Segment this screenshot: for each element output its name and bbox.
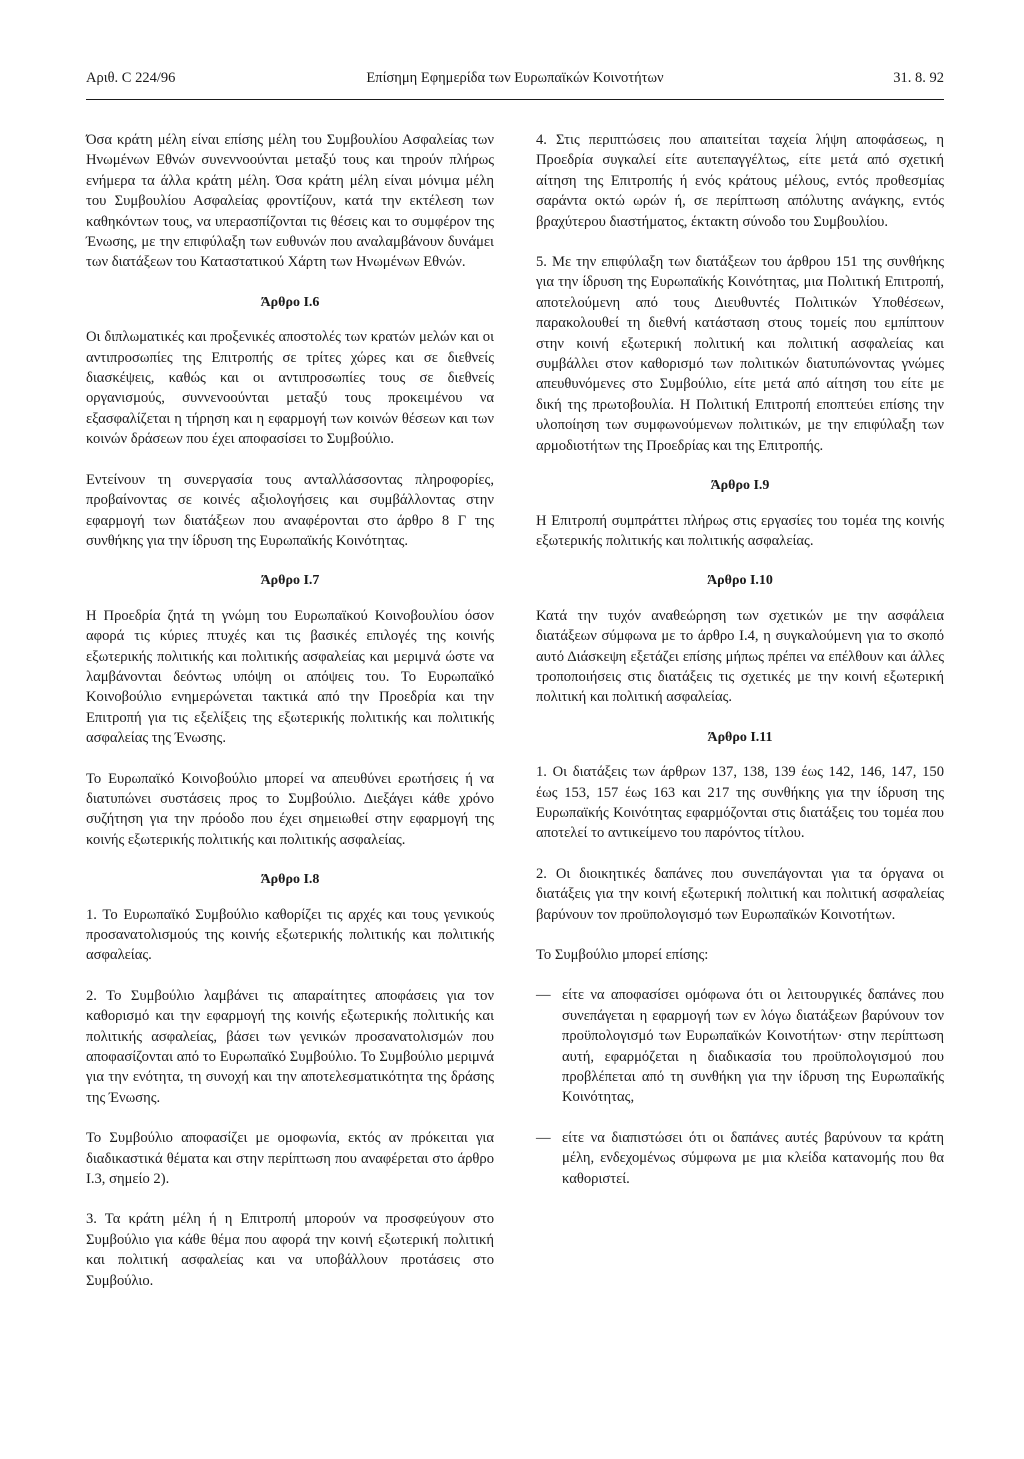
dash-marker: —	[536, 1129, 551, 1146]
paragraph: Το Συμβούλιο μπορεί επίσης:	[536, 947, 709, 963]
page-header	[86, 70, 944, 94]
paragraph: Το Συμβούλιο αποφασίζει με ομοφωνία, εκτός αν πρόκειται για διαδικαστικά θέματα και στην περίπτωση που αναφέρεται στο άρθρο Ι.3, σημείο 2).	[86, 1130, 494, 1188]
article-heading-i9: Άρθρο Ι.9	[710, 478, 770, 494]
dash-item-text: είτε να διαπιστώσει ότι οι δαπάνες αυτές βαρύνουν τα κράτη μέλη, ενδεχομένως σύμφωνα με μια κλείδα κατανομής που θα καθοριστεί.	[562, 1129, 944, 1187]
paragraph: Το Ευρωπαϊκό Κοινοβούλιο μπορεί να απευθύνει ερωτήσεις ή να διατυπώνει συστάσεις προς το Συμβούλιο. Διεξάγει κάθε χρόνο συζήτηση για την πρόοδο που έχει σημειωθεί στην εφαρμογή της κοινής εξωτερικής πολιτικής και πολιτικής ασφαλείας.	[86, 770, 494, 848]
paragraph: Η Προεδρία ζητά τη γνώμη του Ευρωπαϊκού Κοινοβουλίου όσον αφορά τις κύριες πτυχές και τις βασικές επιλογές της κοινής εξωτερικής πολιτικής και πολιτικής ασφαλείας και μεριμνά ώστε να λαμβάνονται δεόντως υπόψη οι απόψεις του. Το Ευρωπαϊκό Κοινοβούλιο ενημερώνεται τακτικά από την Προεδρία και την Επιτροπή για τις εξελίξεις της εξωτερικής πολιτικής και πολιτικής ασφαλείας της Ένωσης.	[86, 607, 494, 747]
paragraph: Όσα κράτη μέλη είναι επίσης μέλη του Συμβουλίου Ασφαλείας των Ηνωμένων Εθνών συνεννοούνται μεταξύ τους και τηρούν πλήρως ενήμερα τα άλλα κράτη μέλη. Όσα κράτη μέλη είναι μόνιμα μέλη του Συμβουλίου Ασφαλείας φροντίζουν, κατά την εκτέλεση των καθηκόντων τους, να υπερασπίζονται τις θέσεις και το συμφέρον της Ένωσης, με την επιφύλαξη των ευθυνών που αναλαμβάνουν δυνάμει των διατάξεων του Καταστατικού Χάρτη των Ηνωμένων Εθνών.	[86, 132, 494, 271]
article-heading-i8: Άρθρο Ι.8	[260, 872, 320, 888]
article-heading-i10: Άρθρο Ι.10	[707, 573, 773, 589]
paragraph: Κατά την τυχόν αναθεώρηση των σχετικών με την ασφάλεια διατάξεων σύμφωνα με το άρθρο Ι.4, η συγκαλούμενη για το σκοπό αυτό Διάσκεψη εξετάζει επίσης μήπως πρέπει να επέλθουν και άλλες τροποποιήσεις στις διατάξεις τις σχετικές με την κοινή εξωτερική πολιτική και πολιτική ασφαλείας.	[536, 607, 944, 706]
dash-marker: —	[536, 987, 551, 1004]
paragraph: 2. Οι διοικητικές δαπάνες που συνεπάγονται για τα όργανα οι διατάξεις για την κοινή εξωτερική πολιτική και πολιτική ασφαλείας βαρύνουν τον προϋπολογισμό των Ευρωπαϊκών Κοινοτήτων.	[536, 865, 944, 923]
paragraph: 4. Στις περιπτώσεις που απαιτείται ταχεία λήψη αποφάσεως, η Προεδρία συγκαλεί είτε αυτεπαγγέλτως, είτε μετά από σχετική αίτηση της Επιτροπής ή ενός κράτους μέλους, εντός προθεσμίας σαράντα οκτώ ωρών ή, σε περίπτωση απόλυτης ανάγκης, εντός βραχύτερου διαστήματος, έκτακτη σύνοδο του Συμβουλίου.	[536, 132, 944, 230]
right-column	[536, 130, 944, 1209]
article-heading-i6: Άρθρο Ι.6	[260, 294, 320, 310]
paragraph: Η Επιτροπή συμπράττει πλήρως στις εργασίες του τομέα της κοινής εξωτερικής πολιτικής και πολιτικής ασφαλείας.	[536, 512, 944, 549]
paragraph: 5. Με την επιφύλαξη των διατάξεων του άρθρου 151 της συνθήκης για την ίδρυση της Ευρωπαϊκής Κοινότητας, μια Πολιτική Επιτροπή, αποτελούμενη από τους Διευθυντές Πολιτικών Υποθέσεων, παρακολουθεί τη διεθνή κατάσταση στους τομείς που εμπίπτουν στην κοινή εξωτερική πολιτική και πολιτική ασφαλείας και συμβάλλει στον καθορισμό των πολιτικών διατυπώνοντας γνώμες απευθυνόμενες στο Συμβούλιο, είτε μετά από αίτηση του είτε με δική της πρωτοβουλία. Η Πολιτική Επιτροπή εποπτεύει επίσης την υλοποίηση των συμφωνούμενων πολιτικών, με την επιφύλαξη των αρμοδιοτήτων της Προεδρίας και της Επιτροπής.	[536, 254, 944, 454]
paragraph: 2. Το Συμβούλιο λαμβάνει τις απαραίτητες αποφάσεις για τον καθορισμό και την εφαρμογή της κοινής εξωτερικής πολιτικής και πολιτικής ασφαλείας, βάσει των γενικών προσανατολισμών που αποφασίζονται από το Ευρωπαϊκό Συμβούλιο. Το Συμβούλιο μεριμνά για την ενότητα, τη συνοχή και την αποτελεσματικότητα της δράσης της Ένωσης.	[86, 987, 494, 1106]
dash-item-text: είτε να αποφασίσει ομόφωνα ότι οι λειτουργικές δαπάνες που συνεπάγεται η εφαρμογή των εν λόγω διατάξεων βαρύνουν τον προϋπολογισμό των Ευρωπαϊκών Κοινοτήτων· στην περίπτωση αυτή, εφαρμόζεται η διαδικασία του προϋπολογισμού που προβλέπεται από τη συνθήκη για την ίδρυση της Ευρωπαϊκής Κοινότητας,	[562, 987, 944, 1106]
paragraph: 1. Οι διατάξεις των άρθρων 137, 138, 139 έως 142, 146, 147, 150 έως 153, 157 έως 163 και 217 της συνθήκης για την ίδρυση της Ευρωπαϊκής Κοινότητας εφαρμόζονται στις διατάξεις του τομέα που αποτελεί το αντικείμενο του παρόντος τίτλου.	[536, 764, 944, 842]
article-heading-i7: Άρθρο Ι.7	[260, 573, 320, 589]
publication-date: 31. 8. 92	[893, 70, 944, 86]
dash-list-item	[536, 1128, 944, 1189]
journal-title: Επίσημη Εφημερίδα των Ευρωπαϊκών Κοινοτήτων	[366, 70, 664, 86]
dash-list-item	[536, 985, 944, 1107]
left-column	[86, 130, 494, 1311]
header-rule	[86, 99, 944, 100]
paragraph: Εντείνουν τη συνεργασία τους ανταλλάσσοντας πληροφορίες, προβαίνοντας σε κοινές αξιολογήσεις και συμβάλλοντας στην εφαρμογή των διατάξεων που αναφέρονται στο άρθρο 8 Γ της συνθήκης για την ίδρυση της Ευρωπαϊκής Κοινότητας.	[86, 471, 494, 549]
paragraph: Οι διπλωματικές και προξενικές αποστολές των κρατών μελών και οι αντιπροσωπίες της Επιτροπής σε τρίτες χώρες και σε διεθνείς διασκέψεις, καθώς και οι αντιπροσωπίες τους σε διεθνείς οργανισμούς, συννενοούνται μεταξύ τους προκειμένου να εξασφαλίζεται η τήρηση και η εφαρμογή των κοινών θέσεων και των κοινών δράσεων που έχει αποφασίσει το Συμβούλιο.	[86, 329, 494, 448]
paragraph: 3. Τα κράτη μέλη ή η Επιτροπή μπορούν να προσφεύγουν στο Συμβούλιο για κάθε θέμα που αφορά την κοινή εξωτερική πολιτική και πολιτική ασφαλείας και να υποβάλλουν προτάσεις στο Συμβούλιο.	[86, 1211, 494, 1289]
journal-reference: Αριθ. C 224/96	[86, 70, 176, 86]
paragraph: 1. Το Ευρωπαϊκό Συμβούλιο καθορίζει τις αρχές και τους γενικούς προσανατολισμούς της κοινής εξωτερικής πολιτικής και πολιτικής ασφαλείας.	[86, 906, 494, 964]
article-heading-i11: Άρθρο Ι.11	[707, 729, 773, 745]
